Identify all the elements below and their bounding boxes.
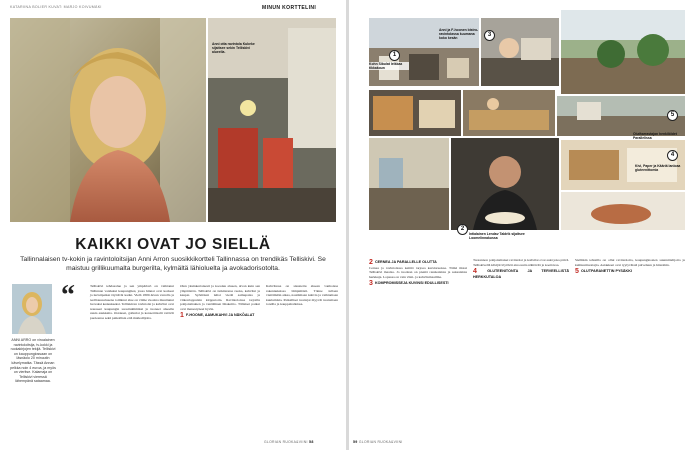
callout-4: Kivi, Paper ja Kääriä lanloaa gluteenittomia — [635, 164, 681, 173]
subhead-4-title: GLUTEENITONTA JA TERVEELLISTÄ HERKKUTALOA — [473, 269, 569, 279]
subhead-4 — [473, 269, 569, 279]
column-1: Telliskivi tehdasalue ja sen ympäristö on vaihtanut Tallinnan vanhaksi kaupungiksi, jossa hinnat ovat korkeat ja turistipaikat täyttävät kadut. Vielä 1800-luvun varrella ja teollisuusalueena toiminut alue on viime vuosina muuttunut luovaksi keskukseksi. Telliskiven ravintolat ja kahvilat ovat nousseet kaupungin suosituimmiksi ja tuoneet alueelle uusia asukkaita. Ostokset, galleriat ja konserttisalit vetävät puoleensa sekä paikallisia että matkailijoita. — [90, 284, 174, 320]
profile-photo — [12, 284, 52, 334]
subhead-5 — [575, 269, 685, 275]
callout-5: Intialainen Lendav Taldrik sijaitsee Loomelinnakussa — [469, 232, 525, 241]
interior-caption: Anni otta ravintola Kukeke sijaitsee sekin Telliskivi alueella. — [212, 42, 255, 55]
photo-terrace — [561, 10, 685, 94]
column-3: Kahvilassa on sisustettu alueen vanhoissa rakennuksissa lämpimästi. Tänne tullaan viettämään aikaa, nauttimaan kahvia ja vaihtamaan kuulumisia. Paikalliset tuottajat myyvät tuotteitaan toreilla ja kauppahalleissa. — [266, 284, 338, 307]
profile-caption: ANNI ARRO on viroalainen ravintoloitsija, tv-kokki ja ruokakirjojen tekijä. Telliskivi on kauppungiossaan on läsnäolo 20 minuutin kävelymatka. Tässä Annan pelkka noin 4 euroa, ja myös on vieritse. Kalamaja on Telliskivi vieressä lähempänä sataamaa. — [10, 338, 56, 384]
headline: KAIKKI OVAT JO SIELLÄ — [75, 236, 271, 253]
subhead-4-number: 4 — [473, 268, 477, 276]
quote-icon: “ — [61, 280, 75, 311]
section-title: MINUN KORTTELINI — [262, 5, 317, 11]
badge-2: 2 — [457, 224, 468, 235]
badge-3: 3 — [484, 30, 495, 41]
footer-left-text: GLORIAN RUOKA&VIINI — [264, 440, 308, 444]
photo-street — [557, 96, 685, 136]
subhead-3 — [369, 281, 467, 287]
photo-bar-counter — [369, 90, 461, 136]
restaurant-interior-photo — [208, 18, 336, 222]
footer-right-text: GLORIAN RUOKA&VIINI — [358, 440, 403, 444]
column-2 — [180, 284, 260, 319]
footer-right — [353, 440, 403, 444]
photo-dessert — [561, 192, 685, 230]
subhead-3-number: 3 — [369, 280, 373, 288]
portrait-photo — [10, 18, 206, 222]
page-number-left: 58 — [309, 440, 314, 444]
subhead-1 — [180, 313, 260, 319]
subhead-5-number: 5 — [575, 268, 579, 276]
photo-chef — [451, 138, 559, 230]
callout-1: Kohn Sibulat leikkaa tikkakoun — [369, 62, 409, 70]
right-column-2 — [473, 258, 569, 279]
subhead-5-title: OLUTPARANETTIN PYSÄKKI — [580, 269, 632, 274]
right-column-2-body: Tuotannon pohjoismaiset ravintolat ja kahvilat ovat auki joka päivä. Telliskivellä kävijät löytävät aina uutta nähtävää ja koettavaa. — [473, 258, 569, 267]
right-column-1 — [369, 258, 467, 287]
credits: KATARIINA BOLIER KUVAT: MARJO KOIVUMÄKI — [10, 5, 102, 9]
column-2-body: Olen yksinkertaisesti ja koostuu alueen, aivan kuin sen ympäristön. Telliskivi on tutkintonsa ruoka, kahvilat ja kaupat. Syömässä tulisi viedä aamupalaa ja viikonloppuisin kirpputoria. Ravintoloissa tarjoilla pohjoismainen ja venäläinen lihakeitto. Tällaiset paikat ovat menestyneet hyvin. — [180, 284, 260, 311]
page-number-right: 59 — [353, 440, 358, 444]
right-column-1-body: Cernea ja ravintolassa keittiö tarjoaa kasvisruokaa. Tämä tiistai Telliskivi maalaa. Jo tuodaan on pieniä ranskalaisia ja saksalaisia herkkuja. Lopussa on vain viini- ja kahvilamaailma. — [369, 265, 467, 279]
footer-left — [264, 440, 314, 444]
right-column-3-body: Sielläkin tehtailla on ollut ravintoloita, kaupunginosien suunnittelijoita ja kulttuurituottajia. Asiakkaat ovat tyytyväisiä palveluun ja hintoihin. — [575, 258, 685, 267]
right-page — [349, 0, 696, 450]
lede: Tallinnalaisen tv-kokin ja ravintoloitsijan Anni Arron suosikkikortteli Tallinnassa on trendikäs Telliskivi. Se maistuu grillikuumalta burgerilta, kylmältä lähioluelta ja avokadorisotolta. — [20, 256, 326, 272]
subhead-2-number: 2 — [369, 259, 373, 266]
photo-dining-room — [463, 90, 555, 136]
photo-cafe-exterior — [369, 138, 449, 230]
subhead-3-title: KOMPROMISSEJA KUVINSI EDULLISESTI — [374, 281, 449, 286]
right-column-3 — [575, 258, 685, 275]
badge-5: 5 — [667, 110, 678, 121]
subhead-1-title: F-HOONE, AAMUKAHVI JA NÄKÖALAT — [185, 313, 255, 318]
subhead-1-number: 1 — [180, 312, 184, 320]
badge-4: 4 — [667, 150, 678, 161]
callout-2: Anni ja F-hoonen bistro-ravintolassa kuumana koko kesän — [439, 28, 479, 41]
badge-1: 1 — [389, 50, 400, 61]
left-page — [0, 0, 346, 450]
subhead-2-title: CERNEA JA PARALLELLE OLUTTA — [374, 260, 437, 264]
photo-kitchen — [481, 18, 559, 86]
callout-3: Olutharrastajan henkilöidet Parallelissa — [633, 132, 677, 141]
